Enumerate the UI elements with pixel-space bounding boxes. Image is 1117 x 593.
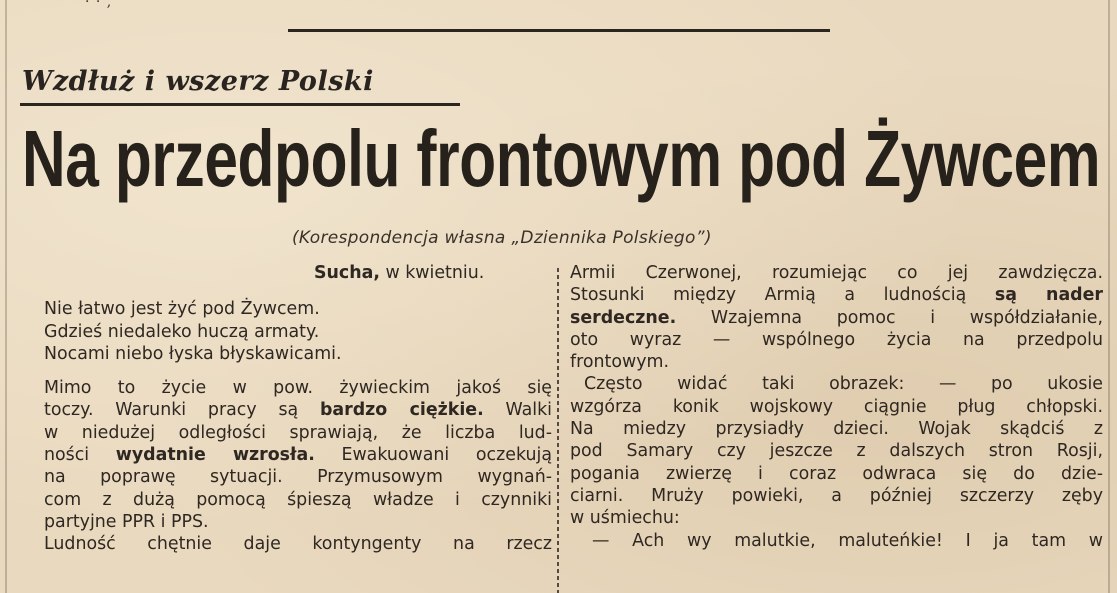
emphasis: są nader (994, 285, 1103, 306)
page-edge-right (1108, 0, 1110, 593)
poem-line: Nie łatwo jest żyć pod Żywcem. (44, 299, 320, 320)
paragraph-line: serdeczne. Wzajemna pomoc i współdziałanie, (570, 307, 1103, 328)
paragraph-line: Często widać taki obrazek: — po ukosie (584, 374, 1103, 395)
paragraph-line: toczy. Warunki pracy są bardzo ciężkie. Walki (44, 400, 552, 421)
dateline-place: Sucha, (314, 263, 380, 283)
poem (44, 298, 552, 365)
byline: (Korespondencja własna „Dziennika Polskiego”) (292, 228, 712, 248)
page-edge-left (5, 0, 7, 593)
paragraph-line: pod Samary czy jeszcze z dalszych stron Rosji, (570, 441, 1103, 462)
top-edge-marks: · · , (85, 0, 113, 10)
paragraph-line: pogania zwierzę i coraz odwraca się do dzie- (570, 463, 1103, 484)
section-underline (20, 103, 460, 106)
paragraph-line: Mimo to życie w pow. żywieckim jakoś się (44, 378, 552, 399)
dateline-rest: w kwietniu. (379, 263, 485, 283)
top-rule (288, 29, 830, 32)
emphasis: bardzo ciężkie. (319, 400, 484, 421)
paragraph-line: w uśmiechu: (570, 508, 680, 529)
emphasis: serdeczne. (570, 307, 677, 328)
paragraph-line: Armii Czerwonej, rozumiejąc co jej zawdzięcza. (570, 263, 1103, 283)
paragraph-line: w niedużej odległości sprawiają, że liczba lud- (44, 422, 552, 443)
paragraph-line: partyjne PPR i PPS. (44, 511, 209, 532)
emphasis: wydatnie wzrosła. (115, 445, 315, 466)
paragraph-line: oto wyraz — wspólnego życia na przedpolu (570, 329, 1103, 350)
section-label: Wzdłuż i wszerz Polski (22, 66, 374, 97)
column-divider (557, 268, 559, 593)
paragraph-line: wzgórza konik wojskowy ciągnie pług chłopski. (570, 396, 1103, 417)
left-column (44, 262, 552, 556)
poem-line: Gdzieś niedaleko huczą armaty. (44, 321, 320, 342)
paragraph-line: frontowym. (570, 352, 669, 373)
paragraph-line: com z dużą pomocą śpieszą władze i czynniki (44, 489, 552, 510)
paragraph-line: Na miedzy przysiadły dzieci. Wojak skądciś z (570, 419, 1103, 440)
headline: Na przedpolu frontowym pod Żywcem (22, 114, 1101, 203)
paragraph-line: Ludność chętnie daje kontyngenty na rzecz (44, 534, 552, 555)
poem-line: Nocami niebo łyska błyskawicami. (44, 343, 342, 364)
paragraph-line: — Ach wy malutkie, maluteńkie! I ja tam w (592, 530, 1103, 551)
paragraph-line: Stosunki między Armią a ludnością są nader (570, 285, 1103, 306)
paragraph-line: na poprawę sytuacji. Przymusowym wygnań- (44, 467, 552, 488)
right-column (570, 262, 1103, 552)
paragraph-line: ności wydatnie wzrosła. Ewakuowani oczekują (44, 445, 552, 466)
dateline (44, 262, 552, 284)
paragraph-line: ciarni. Mruży powieki, a później szczerzy zęby (570, 485, 1103, 506)
